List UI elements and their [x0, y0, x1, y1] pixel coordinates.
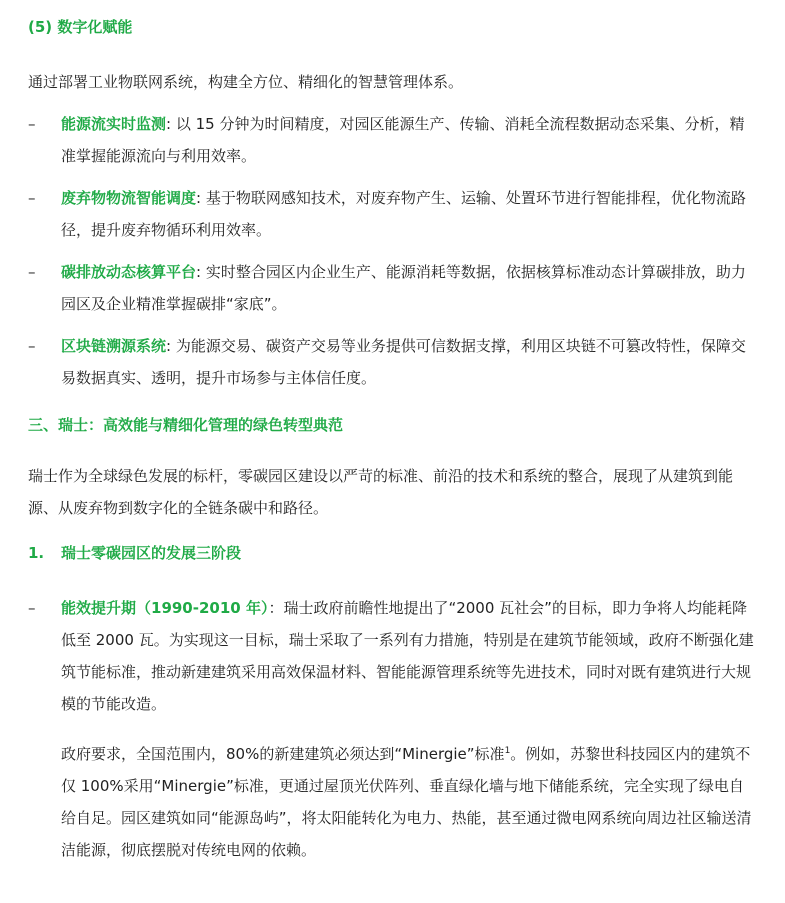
footnote-marker[interactable]: 1	[504, 746, 511, 756]
bullet-item-waste-dispatch	[28, 182, 757, 246]
bullet-text: : 实时整合园区内企业生产、能源消耗等数据，依据核算标准动态计算碳排放，助力园区及企业精准掌握碳排“家底”。	[61, 263, 746, 313]
bullet-dash: –	[28, 599, 36, 617]
bullet-dash: –	[28, 337, 36, 355]
bullet-keyword: 区块链溯源系统	[61, 337, 167, 355]
bullet-item-carbon-accounting	[28, 256, 757, 320]
sub-heading-three-stages	[28, 540, 757, 566]
bullet-dash: –	[28, 115, 36, 133]
bullet-keyword: 废弃物物流智能调度	[61, 189, 197, 207]
sub-heading-text: 瑞士零碳园区的发展三阶段	[61, 544, 242, 562]
bullet-keyword: 能效提升期（1990-2010 年）	[61, 599, 269, 617]
section-intro: 通过部署工业物联网系统，构建全方位、精细化的智慧管理体系。	[28, 73, 464, 91]
bullet-text: ：瑞士政府前瞻性地提出了“2000 瓦社会”的目标，即力争将人均能耗降低至 2000 瓦。为实现这一目标，瑞士采取了一系列有力措施，特别是在建筑节能领域，政府不断强化建筑节能标准，推动新建建筑采用高效保温材料、智能能源管理系统等先进技术，同时对既有建筑进行大规模的节能改造。	[61, 599, 754, 713]
minergie-text-part1: 政府要求，全国范围内，80%的新建建筑必须达到“Minergie”标准	[61, 745, 505, 763]
switzerland-intro: 瑞士作为全球绿色发展的标杆，零碳园区建设以严苛的标准、前沿的技术和系统的整合，展现了从建筑到能源、从废弃物到数字化的全链条碳中和路径。	[28, 467, 734, 517]
bullet-item-efficiency-phase	[28, 592, 757, 720]
minergie-text-part2: 。例如，苏黎世科技园区内的建筑不仅 100%采用“Minergie”标准，更通过屋顶光伏阵列、垂直绿化墙与地下储能系统，完全实现了绿电自给自足。园区建筑如同“能源岛屿”，将太阳能转化为电力、热能，甚至通过微电网系统向周边社区输送清洁能源，彻底摆脱对传统电网的依赖。	[61, 745, 752, 859]
bullet-text: : 基于物联网感知技术，对废弃物产生、运输、处置环节进行智能排程，优化物流路径，提升废弃物循环利用效率。	[61, 189, 746, 239]
bullet-keyword: 碳排放动态核算平台	[61, 263, 197, 281]
sub-heading-number: 1.	[28, 544, 45, 562]
bullet-dash: –	[28, 263, 36, 281]
section-heading-switzerland: 三、瑞士：高效能与精细化管理的绿色转型典范	[28, 416, 344, 434]
bullet-dash: –	[28, 189, 36, 207]
bullet-text: : 为能源交易、碳资产交易等业务提供可信数据支撑，利用区块链不可篡改特性，保障交易数据真实、透明，提升市场参与主体信任度。	[61, 337, 746, 387]
bullet-item-blockchain-traceability	[28, 330, 757, 394]
bullet-keyword: 能源流实时监测	[61, 115, 167, 133]
section-heading-digital: (5) 数字化赋能	[28, 18, 133, 36]
bullet-text: : 以 15 分钟为时间精度，对园区能源生产、传输、消耗全流程数据动态采集、分析，精准掌握能源流向与利用效率。	[61, 115, 745, 165]
bullet-item-energy-monitoring	[28, 108, 757, 172]
minergie-paragraph	[28, 738, 757, 866]
